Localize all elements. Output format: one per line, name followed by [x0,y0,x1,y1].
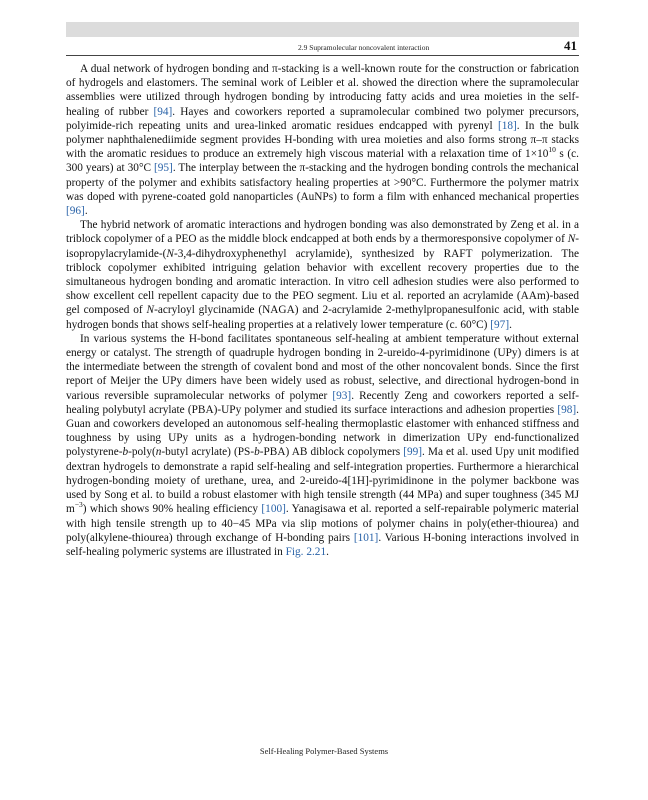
text-run: -isopropylacrylamide-( [66,233,579,260]
text-run: . Guan and coworkers developed an autonomous self-healing thermoplastic elastomer with enhanced stiffness and toughness by using UPy units as a hydrogen-bonding network in dimerization UPy end-functionalized polystyrene- [66,403,579,459]
citation-link[interactable]: [99] [403,446,423,459]
text-run: -acryloyl glycinamide (NAGA) and 2-acrylamide 2-methylpropanesulfonic acid, with stable hydrogen bonds that shows self-healing properties at a relatively lower temperature (c. 60°C) [66,304,580,331]
text-run: . [84,205,88,218]
italic-text: N [146,304,155,317]
paragraph [66,332,579,559]
text-run: ) which shows 90% healing efficiency [82,503,262,516]
text-run: . Hayes and coworkers reported a supramolecular combined two polymer precursors, polyimide-rich repeating units and urea-linked aromatic residues endcapped with pyrenyl [66,105,579,132]
citation-link[interactable]: [18] [497,119,517,132]
superscript: 10 [548,145,556,155]
text-run: -poly( [128,446,156,459]
text-run: . The interplay between the π-stacking and the hydrogen bonding controls the mechanical property of the polymer and exhibits satisfactory healing properties at >90°C. Furthermore the polymer matrix was doped with pyrene-coated gold nanoparticles (AuNPs) to form a film with enhanced mechanical properties [66,162,579,203]
text-run: . [326,545,329,558]
italic-text: N [166,247,174,260]
paragraph [66,218,579,332]
text-run: -3,4-dihydroxyphenethyl acrylamide), synthesized by RAFT polymerization. The triblock copolymer exhibited intriguing gelation behavior with excellent recovery properties due to the simultaneous hydrogen bonding and aromatic interaction. In vitro cell adhesion studies were also performed to show excellent cell repellent capacity due to the PEO segment. Liu et al. reported an acrylamide (AAm)-based gel composed of [66,247,579,317]
running-head [66,40,579,56]
italic-text: b [122,446,129,459]
header-rule [66,55,579,56]
text-run: . Recently Zeng and coworkers reported a self-healing polybutyl acrylate (PBA)-UPy polymer and studied its surface interactions and adhesion properties [66,389,579,416]
citation-link[interactable]: [100] [261,503,286,516]
citation-link[interactable]: Fig. 2.21 [285,545,327,558]
paragraph [66,62,579,218]
italic-text: N [567,233,576,246]
citation-link[interactable]: [97] [490,318,510,331]
body-text [66,62,579,559]
text-run: . Yanagisawa et al. reported a self-repairable polymeric material with high tensile strength up to 40−45 MPa via slip motions of polymer chains in poly(ether-thiourea) and poly(alkylene-thiourea) through exchange of H-bonding pairs [66,503,579,544]
citation-link[interactable]: [93] [332,389,352,402]
text-run: In various systems the H-bond facilitates spontaneous self-healing at ambient temperature without external energy or catalyst. The strength of quadruple hydrogen bonding in 2-ureido-4-pyrimidinone (UPy) dimers is at the intermediate between the strength of covalent bond and most of the other noncovalent bonds. Since the first report of Meijer the UPy dimers have been widely used as robust, selective, and directional hydrogen-bond in various reversible supramolecular networks of polymer [66,332,579,402]
italic-text: b [254,446,260,459]
text-run: The hybrid network of aromatic interactions and hydrogen bonding was also demonstrated by Zeng et al. in a triblock copolymer of a PEO as the middle block endcapped at both ends by a thermoresponsive copolymer of [66,219,579,246]
header-bar [66,22,579,37]
citation-link[interactable]: [98] [557,403,577,416]
section-title: 2.9 Supramolecular noncovalent interaction [298,43,430,52]
text-run: . Ma et al. used Upy unit modified dextran hydrogels to demonstrate a rapid self-healing and self-integration properties. Furthermore a hierarchical hydrogen-bonding moiety of urethane, urea, and 2-ureido-4[1H]-pyrimidinone in the polymer backbone was used by Song et al. to build a robust elastomer with high tensile strength (44 MPa) and super toughness (345 MJ m [66,446,579,516]
citation-link[interactable]: [95] [154,162,173,175]
superscript: −3 [74,500,83,510]
text-run: -butyl acrylate) (PS- [161,446,255,459]
text-run: s (c. 300 years) at 30°C [66,148,579,175]
page-number: 41 [564,38,577,53]
text-run: . Various H-boning interactions involved in self-healing polymeric systems are illustrated in [66,531,579,558]
citation-link[interactable]: [96] [66,205,85,218]
text-run: . In the bulk polymer naphthalenediimide segment provides H-bonding with urea moieties and also forms strong π–π stacks with the aromatic residues to produce an extremely high viscous material with a relaxation time of 1×10 [66,119,579,161]
text-run: A dual network of hydrogen bonding and π-stacking is a well-known route for the construction or fabrication of hydrogels and elastomers. The seminal work of Leibler et al. showed the direction where the supramolecular assemblies were utilized through hydrogen bonding by introducing fatty acids and urea moieties in the self-healing of rubber [66,63,579,118]
citation-link[interactable]: [94] [153,105,173,118]
text-run: -PBA) AB diblock copolymers [259,446,404,459]
citation-link[interactable]: [101] [353,531,379,544]
text-run: . [509,318,512,331]
footer-book-title: Self-Healing Polymer-Based Systems [259,746,389,756]
italic-text: n [155,446,162,459]
